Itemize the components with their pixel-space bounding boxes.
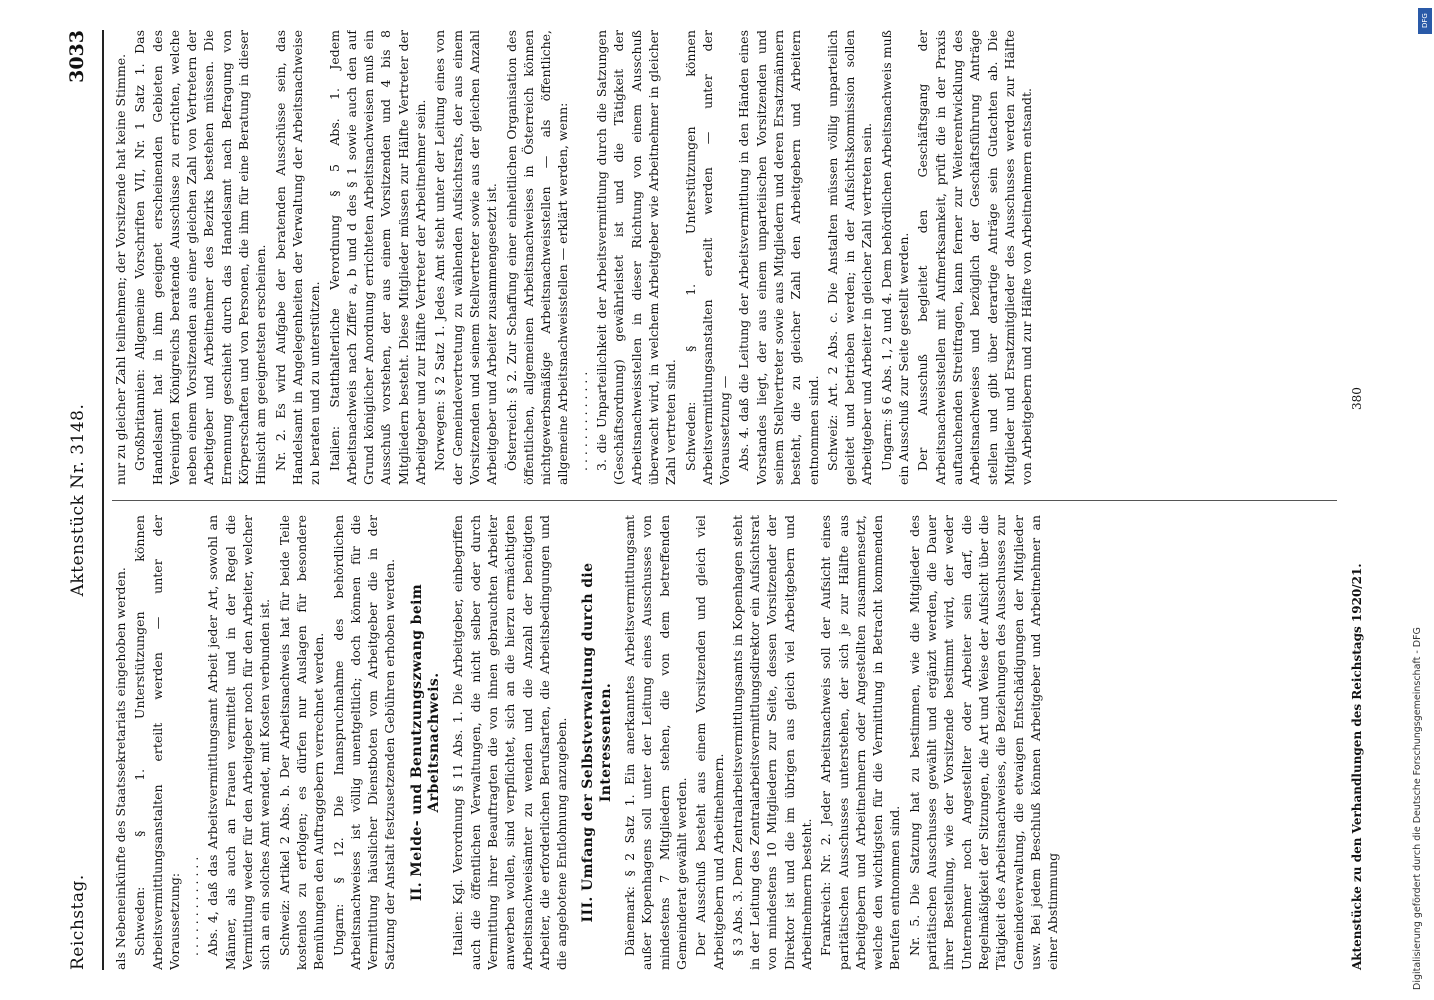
paragraph: Italien: Kgl. Verordnung § 11 Abs. 1. Die Arbeitgeber, einbegriffen auch die öffentlichen Verwaltungen, die nicht selber oder durch Vermittlung ihrer Beauftragten die von ihnen gebrauchten Arbeiter anwerben wollen, sind verpflichtet, sich an die hierzu ermächtigten Arbeitsnachweisämter zu wenden und die Anzahl der benötigten Arbeiter, die erforderlichen Berufsarten, die Arbeitsbedingungen und die angebotene Entlohnung anzugeben.: [450, 515, 570, 970]
paragraph: Der Ausschuß begleitet den Geschäftsgang der Arbeitsnachweisstellen mit Aufmerksamkeit, prüft die in der Praxis auftauchenden Streitfragen, kann ferner zur Weiterentwicklung des Arbeitsnachweises und bezüglich der Geschäftsführung Anträge stellen und gibt über derartige Anträge sein Gutachten ab. Die Mitglieder und Ersatzmitglieder des Ausschusses werden zur Hälfte von Arbeitgebern und zur Hälfte von Arbeitnehmern entsandt.: [915, 30, 1035, 485]
paragraph: Schweiz: Art. 2 Abs. c. Die Anstalten müssen völlig unparteilich geleitet und betrieben werden; in der Aufsichtskommission sollen Arbeitgeber und Arbeiter in gleicher Zahl vertreten sein.: [824, 30, 875, 485]
paragraph: Schweden: § 1. Unterstützungen können Arbeitsvermittlungsanstalten erteilt werden — unter der Voraussetzung:: [132, 515, 182, 970]
paragraph: Frankreich: Nr. 2. Jeder Arbeitsnachweis soll der Aufsicht eines paritätischen Ausschusses unterstehen, der sich je zur Hälfte aus Arbeitgebern und Arbeitnehmern oder Angestellten zusammensetzt, welche den wichtigsten für die Vermittlung in Betracht kommenden Berufen entnommen sind.: [818, 515, 903, 970]
paragraph: Ungarn: § 6 Abs. 1, 2 und 4. Dem behördlichen Arbeitsnachweis muß ein Ausschuß zur Seite gestellt werden.: [878, 30, 912, 485]
paragraph: Österreich: § 2. Zur Schaffung einer einheitlichen Organisation des öffentlichen, allgemeinen Arbeitsnachweises in Österreich können nichtgewerbsmäßige Arbeitsnachweisstellen — als öffentliche, allgemeine Arbeitsnachweisstellen — erklärt werden, wenn:: [503, 30, 571, 485]
paragraph: als Nebeneinkünfte des Staatssekretariats eingehoben werden.: [113, 567, 128, 970]
paragraph: Abs. 4. daß die Leitung der Arbeitsvermittlung in den Händen eines Vorstandes liegt, der aus einem unparteiischen Vorsitzenden und seinem Stellvertreter sowie aus Mitgliedern und deren Ersatzmännern besteht, die zu gleicher Zahl den Arbeitgebern und Arbeitern entnommen sind.: [736, 30, 821, 485]
footer-number: 380: [1350, 387, 1364, 410]
header-title: Aktenstück Nr. 3148.: [68, 403, 88, 597]
paragraph: Nr. 5. Die Satzung hat zu bestimmen, wie die Mitglieder des paritätischen Ausschusses gewählt und ergänzt werden, die Dauer ihrer Bestellung, wie der Vorsitzende bestimmt wird, der weder Unternehmer noch Angestellter oder Arbeiter sein darf, die Regelmäßigkeit der Sitzungen, die Art und Weise der Aufsicht über die Tätigkeit des Arbeitsnachweises, die Beziehungen des Ausschusses zur Gemeindeverwaltung, die etwaigen Entschädigungen der Mitglieder usw. Bei jedem Beschluß können Arbeitgeber und Arbeitnehmer an einer Abstimmung: [906, 515, 1061, 970]
paragraph: Italien: Statthalterliche Verordnung § 5 Abs. 1. Jedem Arbeitsnachweis nach Ziffer a, b und d des § 1 sowie auch den auf Grund königlicher Anordnung errichteten Arbeitsnachweisen muß ein Ausschuß vorstehen, der aus einem Vorsitzenden und 4 bis 8 Mitgliedern besteht. Diese Mitglieder müssen zur Hälfte Vertreter der Arbeitgeber und zur Hälfte Vertreter der Arbeitnehmer sein.: [326, 30, 429, 485]
page-number: 3033: [66, 30, 88, 83]
column-divider: [112, 500, 1337, 501]
footer-left: Aktenstücke zu den Verhandlungen des Reichstags 1920/21.: [1350, 563, 1364, 970]
header-rule: [102, 30, 104, 970]
ellipsis-line: . . . . . . . . . . . . .: [186, 856, 202, 956]
paragraph: nur zu gleicher Zahl teilnehmen; der Vorsitzende hat keine Stimme.: [113, 53, 128, 485]
paragraph: Abs. 4, daß das Arbeitsvermittlungsamt Arbeit jeder Art, sowohl an Männer, als auch an Frauen vermittelt und in der Regel die Vermittlung weder für den Arbeitgeber noch für den Arbeiter, welcher sich an ein solches Amt wendet, mit Kosten verbunden ist.: [205, 515, 273, 970]
paragraph: § 3 Abs. 3. Dem Zentralarbeitsvermittlungsamts in Kopenhagen steht in der Leitung des Zentralarbeitsvermittlungsdirektor ein Aufsichtsrat von mindestens 10 Mitgliedern zur Seite, dessen Vorsitzender der Direktor ist und die im übrigen aus gleich viel Arbeitgebern und Arbeitnehmern besteht.: [729, 515, 814, 970]
page-header: [60, 30, 100, 970]
dfg-logo: DFG: [1418, 8, 1432, 34]
left-column: [112, 515, 1337, 970]
right-column: [112, 30, 1337, 485]
header-left: Reichstag.: [68, 874, 88, 970]
digitization-note: Digitalisierung gefördert durch die Deutsche Forschungsgemeinschaft - DFG: [1412, 627, 1423, 990]
paragraph: Großbritannien: Allgemeine Vorschriften VII, Nr. 1 Satz 1. Das Handelsamt hat in ihm geeignet erscheinenden Gebieten des Vereinigten Königreichs beratende Ausschüsse zu errichten, welche neben einem Vorsitzenden aus einer gleichen Zahl von Vertretern der Arbeitgeber und Arbeitnehmer des Bezirks bestehen müssen. Die Ernennung geschieht durch das Handelsamt nach Befragung von Körperschaften und von Personen, die ihm für eine Beratung in dieser Hinsicht am geeignetsten erscheinen.: [132, 30, 269, 485]
section-heading-3: III. Umfang der Selbstverwaltung durch die Interessenten.: [580, 562, 614, 923]
paragraph: Schweiz: Artikel 2 Abs. b. Der Arbeitsnachweis hat für beide Teile kostenlos zu erfolgen; es dürfen nur Auslagen für besondere Bemühungen den Auftraggebern verrechnet werden.: [276, 515, 327, 970]
section-heading-2: II. Melde- und Benutzungszwang beim Arbeitsnachweis.: [408, 583, 443, 902]
document-page: [60, 30, 1410, 970]
paragraph: Nr. 2. Es wird Aufgabe der beratenden Ausschüsse sein, das Handelsamt in Angelegenheiten der Verwaltung der Arbeitsnachweise zu beraten und zu unterstützen.: [272, 30, 323, 485]
paragraph: Ungarn: § 12. Die Inanspruchnahme des behördlichen Arbeitsnachweises ist völlig unentgeltlich; doch können für die Vermittlung häuslicher Dienstboten vom Arbeitgeber die in der Satzung der Anstalt festzusetzenden Gebühren erhoben werden.: [330, 515, 398, 970]
paragraph: Norwegen: § 2 Satz 1. Jedes Amt steht unter der Leitung eines von der Gemeindevertretung zu wählenden Aufsichtsrats, der aus einem Vorsitzenden und seinem Stellvertreter sowie aus der gleichen Anzahl Arbeitgeber und Arbeiter zusammengesetzt ist.: [432, 30, 500, 485]
paragraph: Der Ausschuß besteht aus einem Vorsitzenden und gleich viel Arbeitgebern und Arbeitnehmern.: [693, 515, 726, 970]
ellipsis-line: . . . . . . . . . . . . .: [574, 371, 590, 471]
paragraph: Dänemark: § 2 Satz 1. Ein anerkanntes Arbeitsvermittlungsamt außer Kopenhagens soll unter der Leitung eines Ausschusses von mindestens 7 Mitgliedern stehen, die von dem betreffenden Gemeinderat gewählt werden.: [622, 515, 689, 970]
paragraph: 3. die Unparteilichkeit der Arbeitsvermittlung durch die Satzungen (Geschäftsordnung) gewährleistet ist und die Tätigkeit der Arbeitsnachweisstellen in dieser Richtung von einem Ausschuß überwacht wird, in welchem Arbeitgeber wie Arbeitnehmer in gleicher Zahl vertreten sind.: [594, 30, 679, 485]
paragraph: Schweden: § 1. Unterstützungen können Arbeitsvermittlungsanstalten erteilt werden — unter der Voraussetzung —: [682, 30, 733, 485]
page-footer: [1350, 30, 1380, 970]
